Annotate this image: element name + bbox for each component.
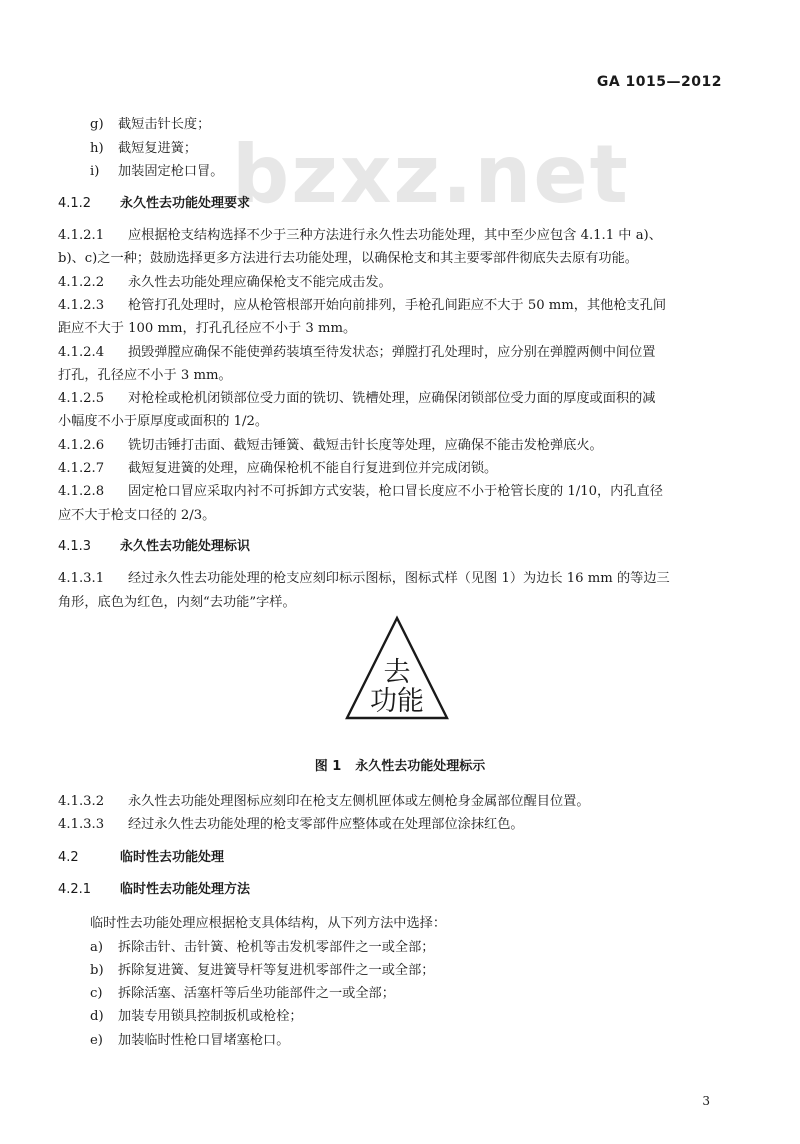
- figure-caption: 图 1 永久性去功能处理标示: [314, 759, 486, 774]
- list-item: a) 拆除击针、击针簧、枪机等击发机零部件之一或全部；: [90, 940, 435, 955]
- clause-4-1-2-4-cont: 打孔，孔径应不小于 3 mm。: [58, 368, 232, 383]
- list-item: g) 截短击针长度；: [90, 117, 211, 132]
- clause-4-1-2-1: 4.1.2.1 应根据枪支结构选择不少于三种方法进行永久性去功能处理，其中至少应包含 4.1.1 中 a)、: [58, 228, 662, 243]
- clause-4-1-2-1-cont: b)、c)之一种；鼓励选择更多方法进行去功能处理，以确保枪支和其主要零部件彻底失去原有功能。: [58, 251, 638, 266]
- deactivation-mark-figure: [344, 615, 450, 721]
- clause-4-1-2-2: 4.1.2.2 永久性去功能处理应确保枪支不能完成击发。: [58, 275, 392, 290]
- clause-4-1-3-2: 4.1.3.2 永久性去功能处理图标应刻印在枪支左侧机匣体或左侧枪身金属部位醒目位置。: [58, 794, 590, 809]
- list-item: e) 加装临时性枪口冒堵塞枪口。: [90, 1033, 290, 1048]
- clause-4-1-2-4: 4.1.2.4 损毁弹膛应确保不能使弹药装填至待发状态；弹膛打孔处理时，应分别在弹膛两侧中间位置: [58, 345, 656, 360]
- clause-4-1-2-7: 4.1.2.7 截短复进簧的处理，应确保枪机不能自行复进到位并完成闭锁。: [58, 461, 498, 476]
- standard-code: GA 1015—2012: [596, 74, 722, 90]
- section-heading-4-2-1: 4.2.1 临时性去功能处理方法: [58, 882, 251, 897]
- list-item: i) 加装固定枪口冒。: [90, 164, 224, 179]
- list-item: h) 截短复进簧；: [90, 141, 198, 156]
- section-heading-4-1-3: 4.1.3 永久性去功能处理标识: [58, 539, 251, 554]
- watermark: bzxz.net: [232, 128, 630, 221]
- clause-4-1-2-3: 4.1.2.3 枪管打孔处理时，应从枪管根部开始向前排列，手枪孔间距应不大于 50 mm，其他枪支孔间: [58, 298, 667, 313]
- list-item: d) 加装专用锁具控制扳机或枪栓；: [90, 1009, 303, 1024]
- clause-4-1-2-3-cont: 距应不大于 100 mm，打孔孔径应不小于 3 mm。: [58, 321, 357, 336]
- section-heading-4-1-2: 4.1.2 永久性去功能处理要求: [58, 196, 251, 211]
- clause-4-1-3-1: 4.1.3.1 经过永久性去功能处理的枪支应刻印标示图标，图标式样（见图 1）为边长 16 mm 的等边三: [58, 571, 670, 586]
- mark-top-char: 去: [383, 657, 411, 688]
- clause-4-1-2-5: 4.1.2.5 对枪栓或枪机闭锁部位受力面的铣切、铣槽处理，应确保闭锁部位受力面的厚度或面积的减: [58, 391, 656, 406]
- clause-4-1-2-6: 4.1.2.6 铣切击锤打击面、截短击锤簧、截短击针长度等处理，应确保不能击发枪弹底火。: [58, 438, 603, 453]
- mark-bottom-chars: 功能: [370, 686, 424, 717]
- clause-4-1-2-5-cont: 小幅度不小于原厚度或面积的 1/2。: [58, 414, 269, 429]
- list-item: c) 拆除活塞、活塞杆等后坐功能部件之一或全部；: [90, 986, 395, 1001]
- section-heading-4-2: 4.2 临时性去功能处理: [58, 850, 225, 865]
- list-item: b) 拆除复进簧、复进簧导杆等复进机零部件之一或全部；: [90, 963, 435, 978]
- clause-4-1-2-8: 4.1.2.8 固定枪口冒应采取内衬不可拆卸方式安装，枪口冒长度应不小于枪管长度的 1/10，内孔直径: [58, 484, 663, 499]
- paragraph-4-2-1-intro: 临时性去功能处理应根据枪支具体结构，从下列方法中选择：: [90, 916, 447, 931]
- clause-4-1-3-3: 4.1.3.3 经过永久性去功能处理的枪支零部件应整体或在处理部位涂抹红色。: [58, 817, 524, 832]
- clause-4-1-3-1-cont: 角形，底色为红色，内刻“去功能”字样。: [58, 595, 296, 610]
- page-number: 3: [702, 1094, 710, 1108]
- clause-4-1-2-8-cont: 应不大于枪支口径的 2/3。: [58, 508, 216, 523]
